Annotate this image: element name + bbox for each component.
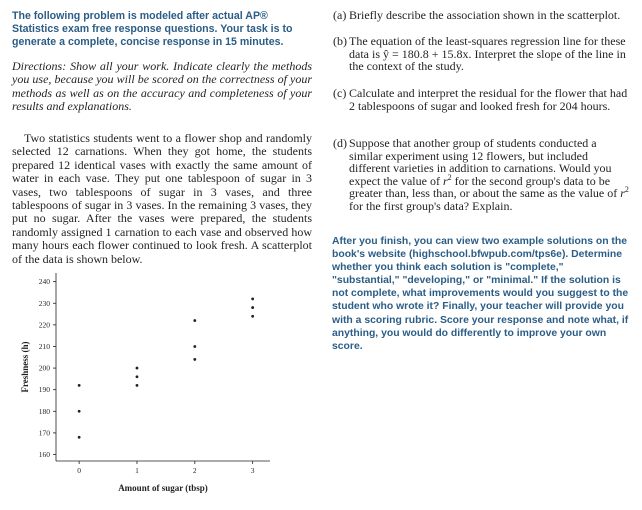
after-finish-text xyxy=(332,235,632,353)
part-b-label: (b) xyxy=(333,34,347,48)
problem-statement xyxy=(12,132,312,266)
question-part-d xyxy=(333,137,631,213)
part-d-r-symbol-1: r xyxy=(442,173,448,188)
part-d-exponent-1: 2 xyxy=(447,172,452,182)
data-point xyxy=(193,345,196,348)
data-point xyxy=(136,375,139,378)
part-d-r-symbol-2: r xyxy=(620,186,625,201)
data-point xyxy=(78,384,81,387)
data-point xyxy=(251,315,254,318)
data-point xyxy=(136,367,139,370)
part-a-label: (a) xyxy=(333,8,347,22)
question-part-a xyxy=(333,9,631,22)
x-tick-label: 3 xyxy=(250,466,255,475)
y-tick-label: 240 xyxy=(38,277,50,287)
problem-paragraph: Two statistics students went to a flower shop and randomly selected 12 carnations. When they got home, the students prepared 12 identical vases with exactly the same amount of water in each vase. They put one tablespoon of sugar in 3 vases, two tablespoons of sugar in 3 vases, and three tablespoons of sugar in 3 vases. In the remaining 3 vases, they put no sugar. After the vases were prepared, the students randomly assigned 1 carnation to each vase and observed how many hours each flower continued to look fresh. A scatterplot of the data is shown below. xyxy=(12,131,312,266)
y-tick-label: 220 xyxy=(38,320,50,330)
x-tick-label: 2 xyxy=(192,466,197,475)
part-b-text xyxy=(349,35,631,73)
data-point xyxy=(78,436,81,439)
data-point xyxy=(136,384,139,387)
part-d-exponent-2: 2 xyxy=(624,185,629,195)
question-part-b xyxy=(333,35,631,73)
y-tick-label: 160 xyxy=(38,450,50,460)
part-d-text-3: for the first group's data? Explain. xyxy=(349,198,513,213)
data-point xyxy=(78,410,81,413)
part-c-text: Calculate and interpret the residual for the flower that had 2 tablespoons of sugar and looked fresh for 204 hours. xyxy=(349,86,628,113)
data-point xyxy=(251,306,254,309)
data-point xyxy=(193,319,196,322)
y-axis-title: Freshness (h) xyxy=(20,341,30,393)
part-d-text-2: for the second group's data to be greater than, less than, or about the same as the value of xyxy=(349,173,621,201)
part-b-pre: The equation of the least-squares regression line for these data is xyxy=(349,34,626,61)
part-c-label: (c) xyxy=(333,86,347,100)
website-link[interactable]: highschool.bfwpub.com/tps6e xyxy=(412,249,562,261)
y-tick-label: 210 xyxy=(38,341,50,351)
part-a-text: Briefly describe the association shown in the scatterplot. xyxy=(349,8,621,22)
y-tick-label: 200 xyxy=(38,363,50,373)
y-tick-label: 230 xyxy=(38,298,50,308)
part-b-yhat: ŷ xyxy=(383,46,389,61)
x-axis-title: Amount of sugar (tbsp) xyxy=(118,483,208,493)
x-tick-label: 1 xyxy=(135,466,139,475)
question-part-c xyxy=(333,87,631,112)
y-tick-label: 170 xyxy=(38,428,50,438)
part-b-post: . Interpret the slope of the line in the context of the study. xyxy=(349,46,626,74)
data-point xyxy=(251,298,254,301)
after-text-2: ). Determine whether you think each solution is "complete," "substantial," "developing," or "minimal." If the solution is not complete, what improvements would you suggest to the student who wrote it? Finally, your teacher will provide you with a scoring rubric. Score your response and note what, if anything, you would do differently to improve your own score. xyxy=(332,249,629,352)
part-d-label: (d) xyxy=(333,136,347,150)
y-tick-label: 180 xyxy=(38,406,50,416)
part-d-text xyxy=(349,137,631,213)
data-point xyxy=(193,358,196,361)
regression-equation: = 180.8 + 15.8x xyxy=(389,46,469,61)
part-d-text-1: Suppose that another group of students conducted a similar experiment using 12 flowers, but included different varieties in addition to carnations. Would you expect the value of xyxy=(349,136,612,188)
directions-text: Directions: Show all your work. Indicate clearly the methods you use, because you will be scored on the correctness of your methods as well as on the accuracy and completeness of your results and explanations. xyxy=(12,59,312,114)
y-tick-label: 190 xyxy=(38,385,50,395)
after-text-1: After you finish, you can view two example solutions on the book's website ( xyxy=(332,236,628,261)
x-tick-label: 0 xyxy=(77,466,82,475)
scatterplot xyxy=(20,265,280,497)
intro-text: The following problem is modeled after actual AP® Statistics exam free response questions. Your task is to generate a complete, concise response in 15 minutes. xyxy=(12,10,293,48)
